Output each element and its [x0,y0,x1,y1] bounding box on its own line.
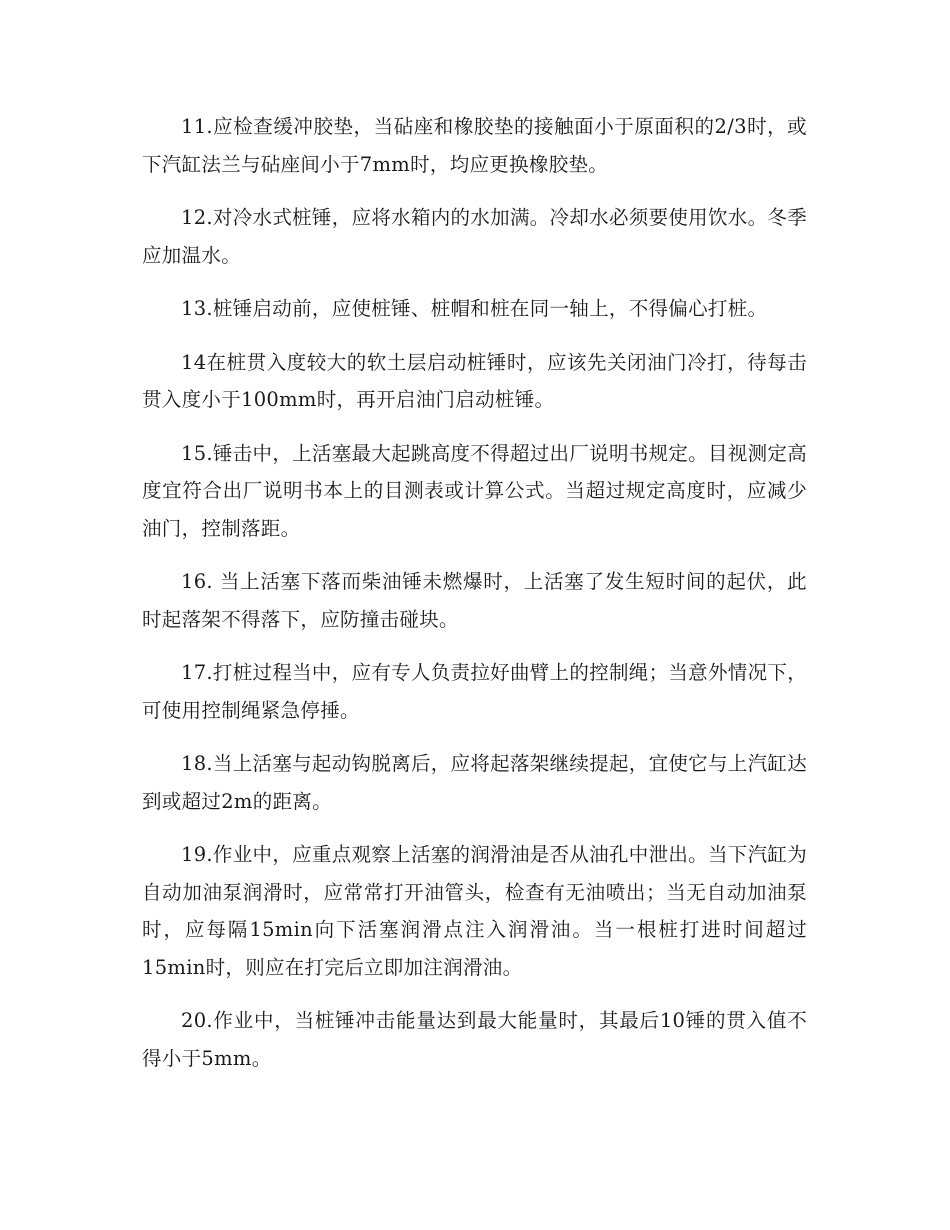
paragraph-11: 11.应检查缓冲胶垫，当砧座和橡胶垫的接触面小于原面积的2/3时，或下汽缸法兰与砧座间小于7mm时，均应更换橡胶垫。 [142,115,807,176]
paragraph-14: 14在桩贯入度较大的软土层启动桩锤时，应该先关闭油门冷打，待每击贯入度小于100mm时，再开启油门启动桩锤。 [142,350,807,411]
paragraph-13: 13.桩锤启动前，应使桩锤、桩帽和桩在同一轴上，不得偏心打桩。 [181,297,768,320]
paragraph-19: 19.作业中，应重点观察上活塞的润滑油是否从油孔中泄出。当下汽缸为自动加油泵润滑时，应常常打开油管头，检查有无油喷出；当无自动加油泵时，应每隔15min向下活塞润滑点注入润滑油。当一根桩打进时间超过15min时，则应在打完后立即加注润滑油。 [142,843,807,979]
document-body [142,108,807,1093]
paragraph-12: 12.对冷水式桩锤，应将水箱内的水加满。冷却水必须要使用饮水。冬季应加温水。 [142,206,807,267]
paragraph-18: 18.当上活塞与起动钩脱离后，应将起落架继续提起，宜使它与上汽缸达到或超过2m的距离。 [142,752,807,813]
paragraph-15: 15.锤击中，上活塞最大起跳高度不得超过出厂说明书规定。目视测定高度宜符合出厂说明书本上的目测表或计算公式。当超过规定高度时，应减少油门，控制落距。 [142,441,807,540]
paragraph-17: 17.打桩过程当中，应有专人负责拉好曲臂上的控制绳；当意外情况下，可使用控制绳紧急停捶。 [142,661,807,722]
paragraph-20: 20.作业中，当桩锤冲击能量达到最大能量时，其最后10锤的贯入值不得小于5mm。 [142,1009,807,1070]
paragraph-16: 16. 当上活塞下落而柴油锤未燃爆时，上活塞了发生短时间的起伏，此时起落架不得落下，应防撞击碰块。 [142,570,807,631]
